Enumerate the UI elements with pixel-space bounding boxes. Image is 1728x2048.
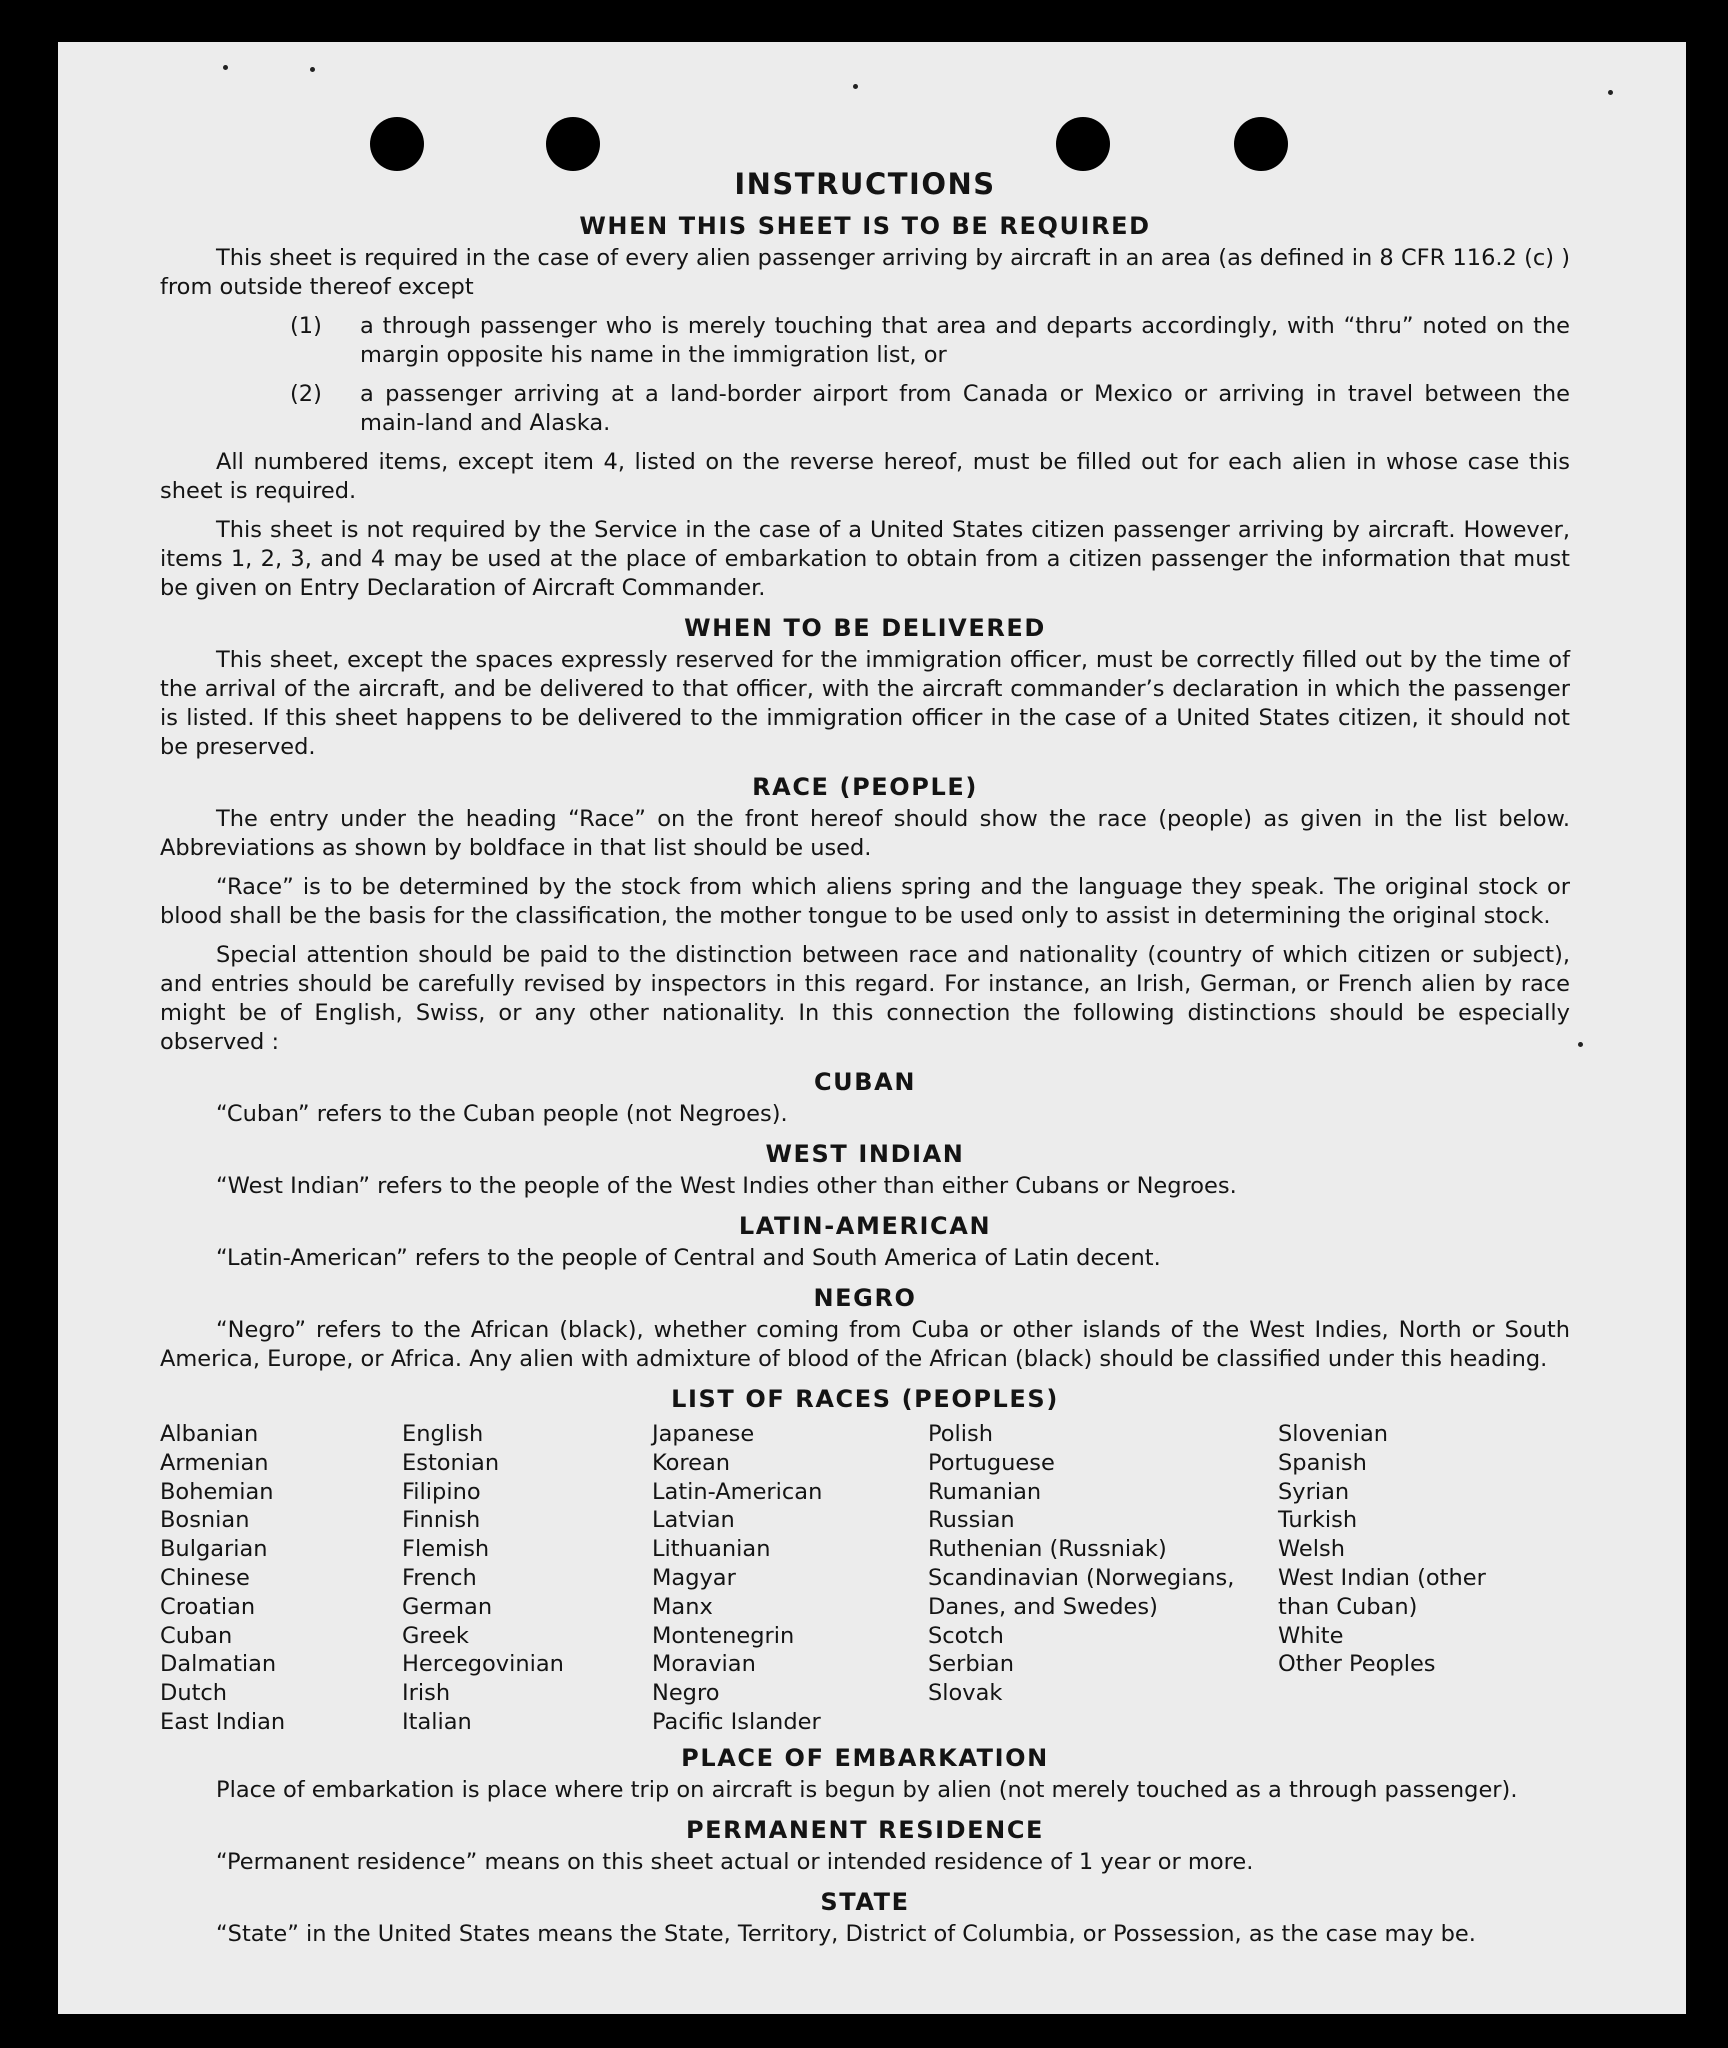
paragraph-residence: “Permanent residence” means on this sheet actual or intended residence of 1 year or more.	[216, 1848, 1254, 1875]
race-entry: Rumanian	[928, 1478, 1042, 1505]
race-entry: Lithuanian	[652, 1536, 771, 1563]
race-entry: Armenian	[160, 1449, 269, 1476]
punch-hole	[370, 117, 424, 171]
paragraph-negro: “Negro” refers to the African (black), whether coming from Cuba or other islands of the West Indies, North or South America, Europe, or Africa. Any alien with admixture of blood of the African (black) should be classified under this heading.	[160, 1317, 1570, 1372]
list-item	[160, 312, 1570, 370]
race-list	[160, 1420, 1570, 1737]
heading-west-indian: WEST INDIAN	[765, 1140, 965, 1168]
heading-list-of-races: LIST OF RACES (PEOPLES)	[671, 1385, 1059, 1413]
speck	[1578, 1042, 1583, 1047]
race-entry: Latvian	[652, 1507, 735, 1534]
punch-hole	[1056, 117, 1110, 171]
race-entry: Portuguese	[928, 1449, 1055, 1476]
paragraph-citizen: This sheet is not required by the Service in the case of a United States citizen passenger arriving by aircraft. However, items 1, 2, 3, and 4 may be used at the place of embarkation to obtain from a citizen passenger the information that must be given on Entry Declaration of Aircraft Commander.	[160, 517, 1570, 601]
race-entry: French	[402, 1564, 477, 1591]
list-item	[160, 380, 1570, 438]
race-entry: Croatian	[160, 1593, 256, 1620]
race-column	[160, 1420, 402, 1737]
race-entry: Negro	[652, 1680, 720, 1707]
paragraph-race-1: The entry under the heading “Race” on the front hereof should show the race (people) as given in the list below. Abbreviations as shown by boldface in that list should be used.	[160, 806, 1570, 861]
race-column	[402, 1420, 652, 1737]
item-number: (2)	[290, 381, 322, 407]
race-entry: Dalmatian	[160, 1651, 277, 1678]
punch-hole	[546, 117, 600, 171]
heading-when-delivered: WHEN TO BE DELIVERED	[684, 614, 1046, 642]
heading-when-required: WHEN THIS SHEET IS TO BE REQUIRED	[579, 212, 1151, 240]
race-entry: Scotch	[928, 1622, 1004, 1649]
paragraph-state: “State” in the United States means the State, Territory, District of Columbia, or Possession, as the case may be.	[216, 1920, 1476, 1947]
race-entry: Other Peoples	[1278, 1651, 1436, 1678]
punch-hole	[1234, 117, 1288, 171]
race-entry: Cuban	[160, 1622, 233, 1649]
race-entry: Filipino	[402, 1478, 481, 1505]
heading-permanent-residence: PERMANENT RESIDENCE	[685, 1815, 1045, 1844]
race-entry: Irish	[402, 1680, 451, 1707]
race-entry: Dutch	[160, 1680, 228, 1707]
race-entry: German	[402, 1593, 493, 1620]
speck	[310, 67, 315, 72]
race-column	[1278, 1420, 1558, 1737]
paragraph-embarkation: Place of embarkation is place where trip on aircraft is begun by alien (not merely touched as a through passenger).	[216, 1776, 1518, 1803]
race-entry: Polish	[928, 1421, 994, 1447]
race-entry: Scandinavian (Norwegians, Danes, and Swedes)	[928, 1564, 1235, 1620]
heading-state: STATE	[820, 1887, 910, 1916]
page-title: INSTRUCTIONS	[734, 167, 996, 201]
paragraph-race-3: Special attention should be paid to the distinction between race and nationality (country of which citizen or subject), and entries should be carefully revised by inspectors in this regard. For instance, an Irish, German, or French alien by race might be of English, Swiss, or any other nationality. In this connection the following distinctions should be especially observed :	[160, 942, 1570, 1055]
instructions-content	[160, 167, 1570, 1959]
race-entry: Turkish	[1278, 1507, 1358, 1534]
race-entry: Slovenian	[1278, 1421, 1389, 1447]
race-entry: Manx	[652, 1593, 713, 1620]
paragraph-west-indian: “West Indian” refers to the people of the West Indies other than either Cubans or Negroes.	[216, 1173, 1237, 1199]
race-entry: Italian	[402, 1708, 472, 1735]
race-entry: Korean	[652, 1449, 731, 1476]
race-entry: Russian	[928, 1507, 1015, 1534]
race-entry: Welsh	[1278, 1536, 1346, 1563]
heading-race: RACE (PEOPLE)	[752, 773, 978, 801]
race-entry: Albanian	[160, 1421, 259, 1447]
paragraph-required-intro: This sheet is required in the case of every alien passenger arriving by aircraft in an area (as defined in 8 CFR 116.2 (c) ) from outside thereof except	[160, 245, 1570, 300]
race-entry: East Indian	[160, 1708, 286, 1735]
race-entry: Ruthenian (Russniak)	[928, 1536, 1167, 1563]
race-column	[652, 1420, 928, 1737]
speck	[1608, 90, 1613, 95]
race-entry: Slovak	[928, 1680, 1003, 1707]
item-number: (1)	[290, 313, 322, 339]
race-entry: Montenegrin	[652, 1622, 795, 1649]
paragraph-numbered-items: All numbered items, except item 4, listed on the reverse hereof, must be filled out for each alien in whose case this sheet is required.	[160, 449, 1570, 504]
race-entry: Hercegovinian	[402, 1651, 564, 1678]
race-entry: Chinese	[160, 1564, 250, 1591]
race-entry: Estonian	[402, 1449, 500, 1476]
paragraph-race-2: “Race” is to be determined by the stock from which aliens spring and the language they speak. The original stock or blood shall be the basis for the classification, the mother tongue to be used only to assist in determining the original stock.	[160, 874, 1570, 929]
heading-embarkation: PLACE OF EMBARKATION	[681, 1743, 1049, 1772]
race-entry: Pacific Islander	[652, 1708, 821, 1735]
race-entry: Bosnian	[160, 1507, 250, 1534]
speck	[853, 84, 858, 89]
heading-latin-american: LATIN-AMERICAN	[738, 1212, 992, 1240]
race-entry: Spanish	[1278, 1449, 1367, 1476]
paragraph-delivered: This sheet, except the spaces expressly reserved for the immigration officer, must be correctly filled out by the time of the arrival of the aircraft, and be delivered to that officer, with the aircraft commander’s declaration in which the passenger is listed. If this sheet happens to be delivered to the immigration officer in the case of a United States citizen, it should not be preserved.	[160, 647, 1570, 760]
race-entry: Serbian	[928, 1651, 1014, 1678]
paragraph-latin-american: “Latin-American” refers to the people of Central and South America of Latin decent.	[216, 1245, 1161, 1271]
heading-negro: NEGRO	[813, 1284, 917, 1312]
race-entry: Bulgarian	[160, 1536, 268, 1563]
heading-cuban: CUBAN	[813, 1068, 917, 1096]
race-entry: Magyar	[652, 1564, 736, 1591]
race-entry: White	[1278, 1622, 1344, 1649]
race-entry: Flemish	[402, 1536, 490, 1563]
race-entry: Finnish	[402, 1507, 481, 1534]
paragraph-cuban: “Cuban” refers to the Cuban people (not Negroes).	[216, 1101, 788, 1127]
item-text: a through passenger who is merely touching that area and departs accordingly, with “thru” noted on the margin opposite his name in the immigration list, or	[360, 313, 1570, 368]
race-entry: Latin-American	[652, 1478, 823, 1505]
speck	[223, 65, 228, 70]
race-entry: Moravian	[652, 1651, 756, 1678]
race-entry: Syrian	[1278, 1478, 1350, 1505]
race-column	[928, 1420, 1278, 1737]
item-text: a passenger arriving at a land-border airport from Canada or Mexico or arriving in travel between the main-land and Alaska.	[360, 381, 1570, 436]
race-entry: English	[402, 1421, 484, 1447]
race-entry: Greek	[402, 1622, 469, 1649]
race-entry: Bohemian	[160, 1478, 274, 1505]
race-entry: Japanese	[652, 1421, 755, 1447]
race-entry: West Indian (other than Cuban)	[1278, 1564, 1486, 1620]
